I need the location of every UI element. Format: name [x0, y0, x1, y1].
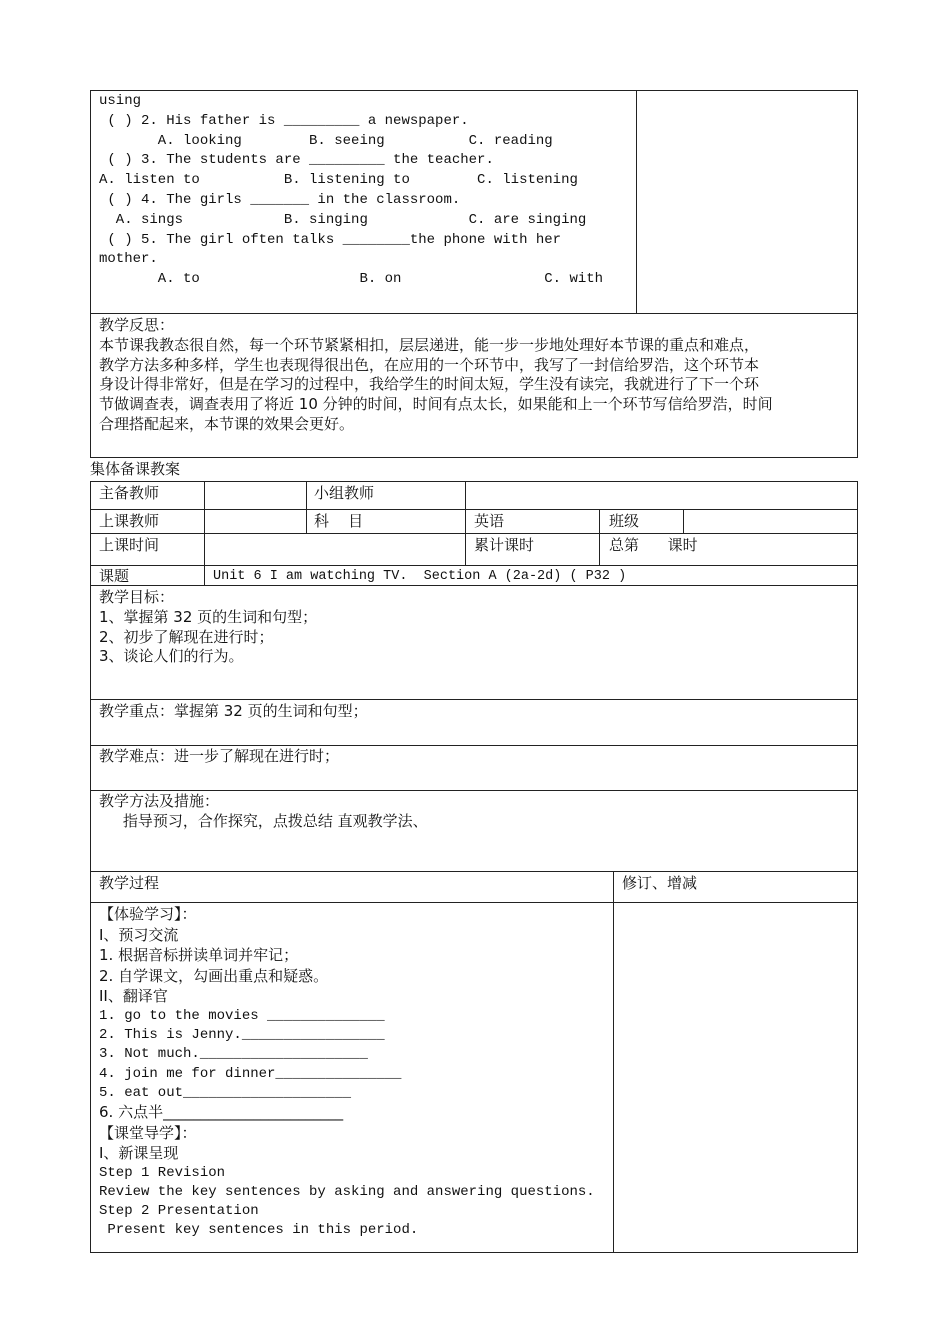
objective-item: 1、掌握第 32 页的生词和句型；	[99, 607, 318, 626]
process-line: Review the key sentences by asking and answering questions.	[99, 1183, 595, 1200]
reflection-line: 合理搭配起来，本节课的效果会更好。	[99, 414, 355, 433]
col-line	[204, 481, 205, 585]
methods-title: 教学方法及措施：	[99, 792, 220, 810]
reflection-line: 教学方法多种多样，学生也表现得很出色，在应用的一个环节中，我写了一封信给罗浩，这个环节本	[99, 355, 760, 374]
quiz-reflection-separator	[90, 313, 858, 314]
key-point: 教学重点：掌握第 32 页的生词和句型；	[99, 702, 368, 720]
process-line: 【课堂导学】：	[99, 1123, 197, 1142]
col-line	[465, 481, 466, 565]
class-teacher-label: 上课教师	[99, 512, 160, 530]
process-line: I、预习交流	[99, 925, 179, 944]
class-label: 班级	[609, 512, 640, 530]
process-line: 1. go to the movies ______________	[99, 1007, 385, 1024]
row-line	[90, 871, 858, 872]
quiz-line: A. looking B. seeing C. reading	[99, 132, 553, 149]
reflection-line: 本节课我教态很自然，每一个环节紧紧相扣，层层递进，能一步一步地处理好本节课的重点和难点，	[99, 335, 760, 354]
process-line: Present key sentences in this period.	[99, 1222, 419, 1239]
quiz-questions	[99, 92, 603, 290]
process-line: 4. join me for dinner_______________	[99, 1065, 402, 1082]
col-line	[613, 871, 614, 1253]
col-line	[683, 509, 684, 533]
topic-value: Unit 6 I am watching TV. Section A (2a-2d) ( P32 )	[213, 569, 627, 584]
objective-item: 2、初步了解现在进行时；	[99, 627, 274, 646]
process-line: 【体验学习】：	[99, 905, 197, 923]
row-line	[90, 699, 858, 700]
objectives-title: 教学目标：	[99, 588, 175, 606]
lesson-plan-heading: 集体备课教案	[90, 460, 181, 478]
reflection-line: 身设计得非常好，但是在学习的过程中，我给学生的时间太短，学生没有读完，我就进行了下一个环	[99, 375, 760, 394]
subject-value: 英语	[474, 512, 505, 530]
subject-label: 科 目	[314, 512, 364, 530]
process-line: Step 1 Revision	[99, 1164, 226, 1181]
cumulative-hours-label: 累计课时	[474, 536, 535, 554]
group-teacher-label: 小组教师	[314, 484, 375, 502]
methods-block	[99, 792, 428, 832]
quiz-line: ( ) 3. The students are _________ the teacher.	[99, 152, 494, 169]
objectives-block	[99, 588, 317, 667]
quiz-line: ( ) 5. The girl often talks ________the phone with her	[99, 231, 562, 248]
row-line	[90, 790, 858, 791]
main-teacher-label: 主备教师	[99, 484, 160, 502]
process-line: II、翻译官	[99, 987, 168, 1006]
process-line: 1. 根据音标拼读单词并牢记；	[99, 946, 299, 965]
methods-content: 指导预习，合作探究，点拨总结 直观教学法、	[99, 811, 428, 830]
total-hours-label: 总第 课时	[609, 536, 698, 554]
quiz-table-divider	[636, 90, 637, 313]
process-content	[99, 904, 595, 1241]
reflection-line: 节做调查表，调查表用了将近 10 分钟的时间，时间有点太长，如果能和上一个环节写信给罗浩，时间	[99, 395, 773, 414]
process-line: I、新课呈现	[99, 1144, 179, 1163]
process-label: 教学过程	[99, 874, 160, 892]
col-line	[599, 509, 600, 565]
reflection-title: 教学反思：	[99, 316, 175, 334]
topic-label: 课题	[99, 567, 130, 585]
process-line: 6. 六点半________________________	[99, 1102, 344, 1121]
quiz-line: A. listen to B. listening to C. listening	[99, 172, 578, 189]
process-line: 3. Not much.____________________	[99, 1046, 368, 1063]
process-line: 5. eat out____________________	[99, 1084, 352, 1101]
row-line	[90, 509, 858, 510]
reflection-block	[99, 316, 773, 435]
revision-label: 修订、增减	[622, 874, 698, 892]
objective-item: 3、谈论人们的行为。	[99, 647, 244, 666]
col-line	[306, 481, 307, 533]
process-line: Step 2 Presentation	[99, 1203, 259, 1220]
quiz-line: ( ) 2. His father is _________ a newspaper.	[99, 112, 469, 129]
class-time-label: 上课时间	[99, 536, 160, 554]
row-line	[90, 565, 858, 566]
quiz-line: A. to B. on C. with	[99, 271, 604, 288]
row-line	[90, 533, 858, 534]
quiz-line: A. sings B. singing C. are singing	[99, 211, 587, 228]
row-line	[90, 902, 858, 903]
quiz-line: using	[99, 93, 142, 109]
process-line: 2. This is Jenny._________________	[99, 1027, 385, 1044]
difficulty-point: 教学难点：进一步了解现在进行时；	[99, 747, 340, 765]
quiz-line: ( ) 4. The girls _______ in the classroom.	[99, 191, 461, 208]
process-line: 2. 自学课文，勾画出重点和疑惑。	[99, 966, 329, 985]
row-line	[90, 745, 858, 746]
quiz-line: mother.	[99, 251, 158, 268]
